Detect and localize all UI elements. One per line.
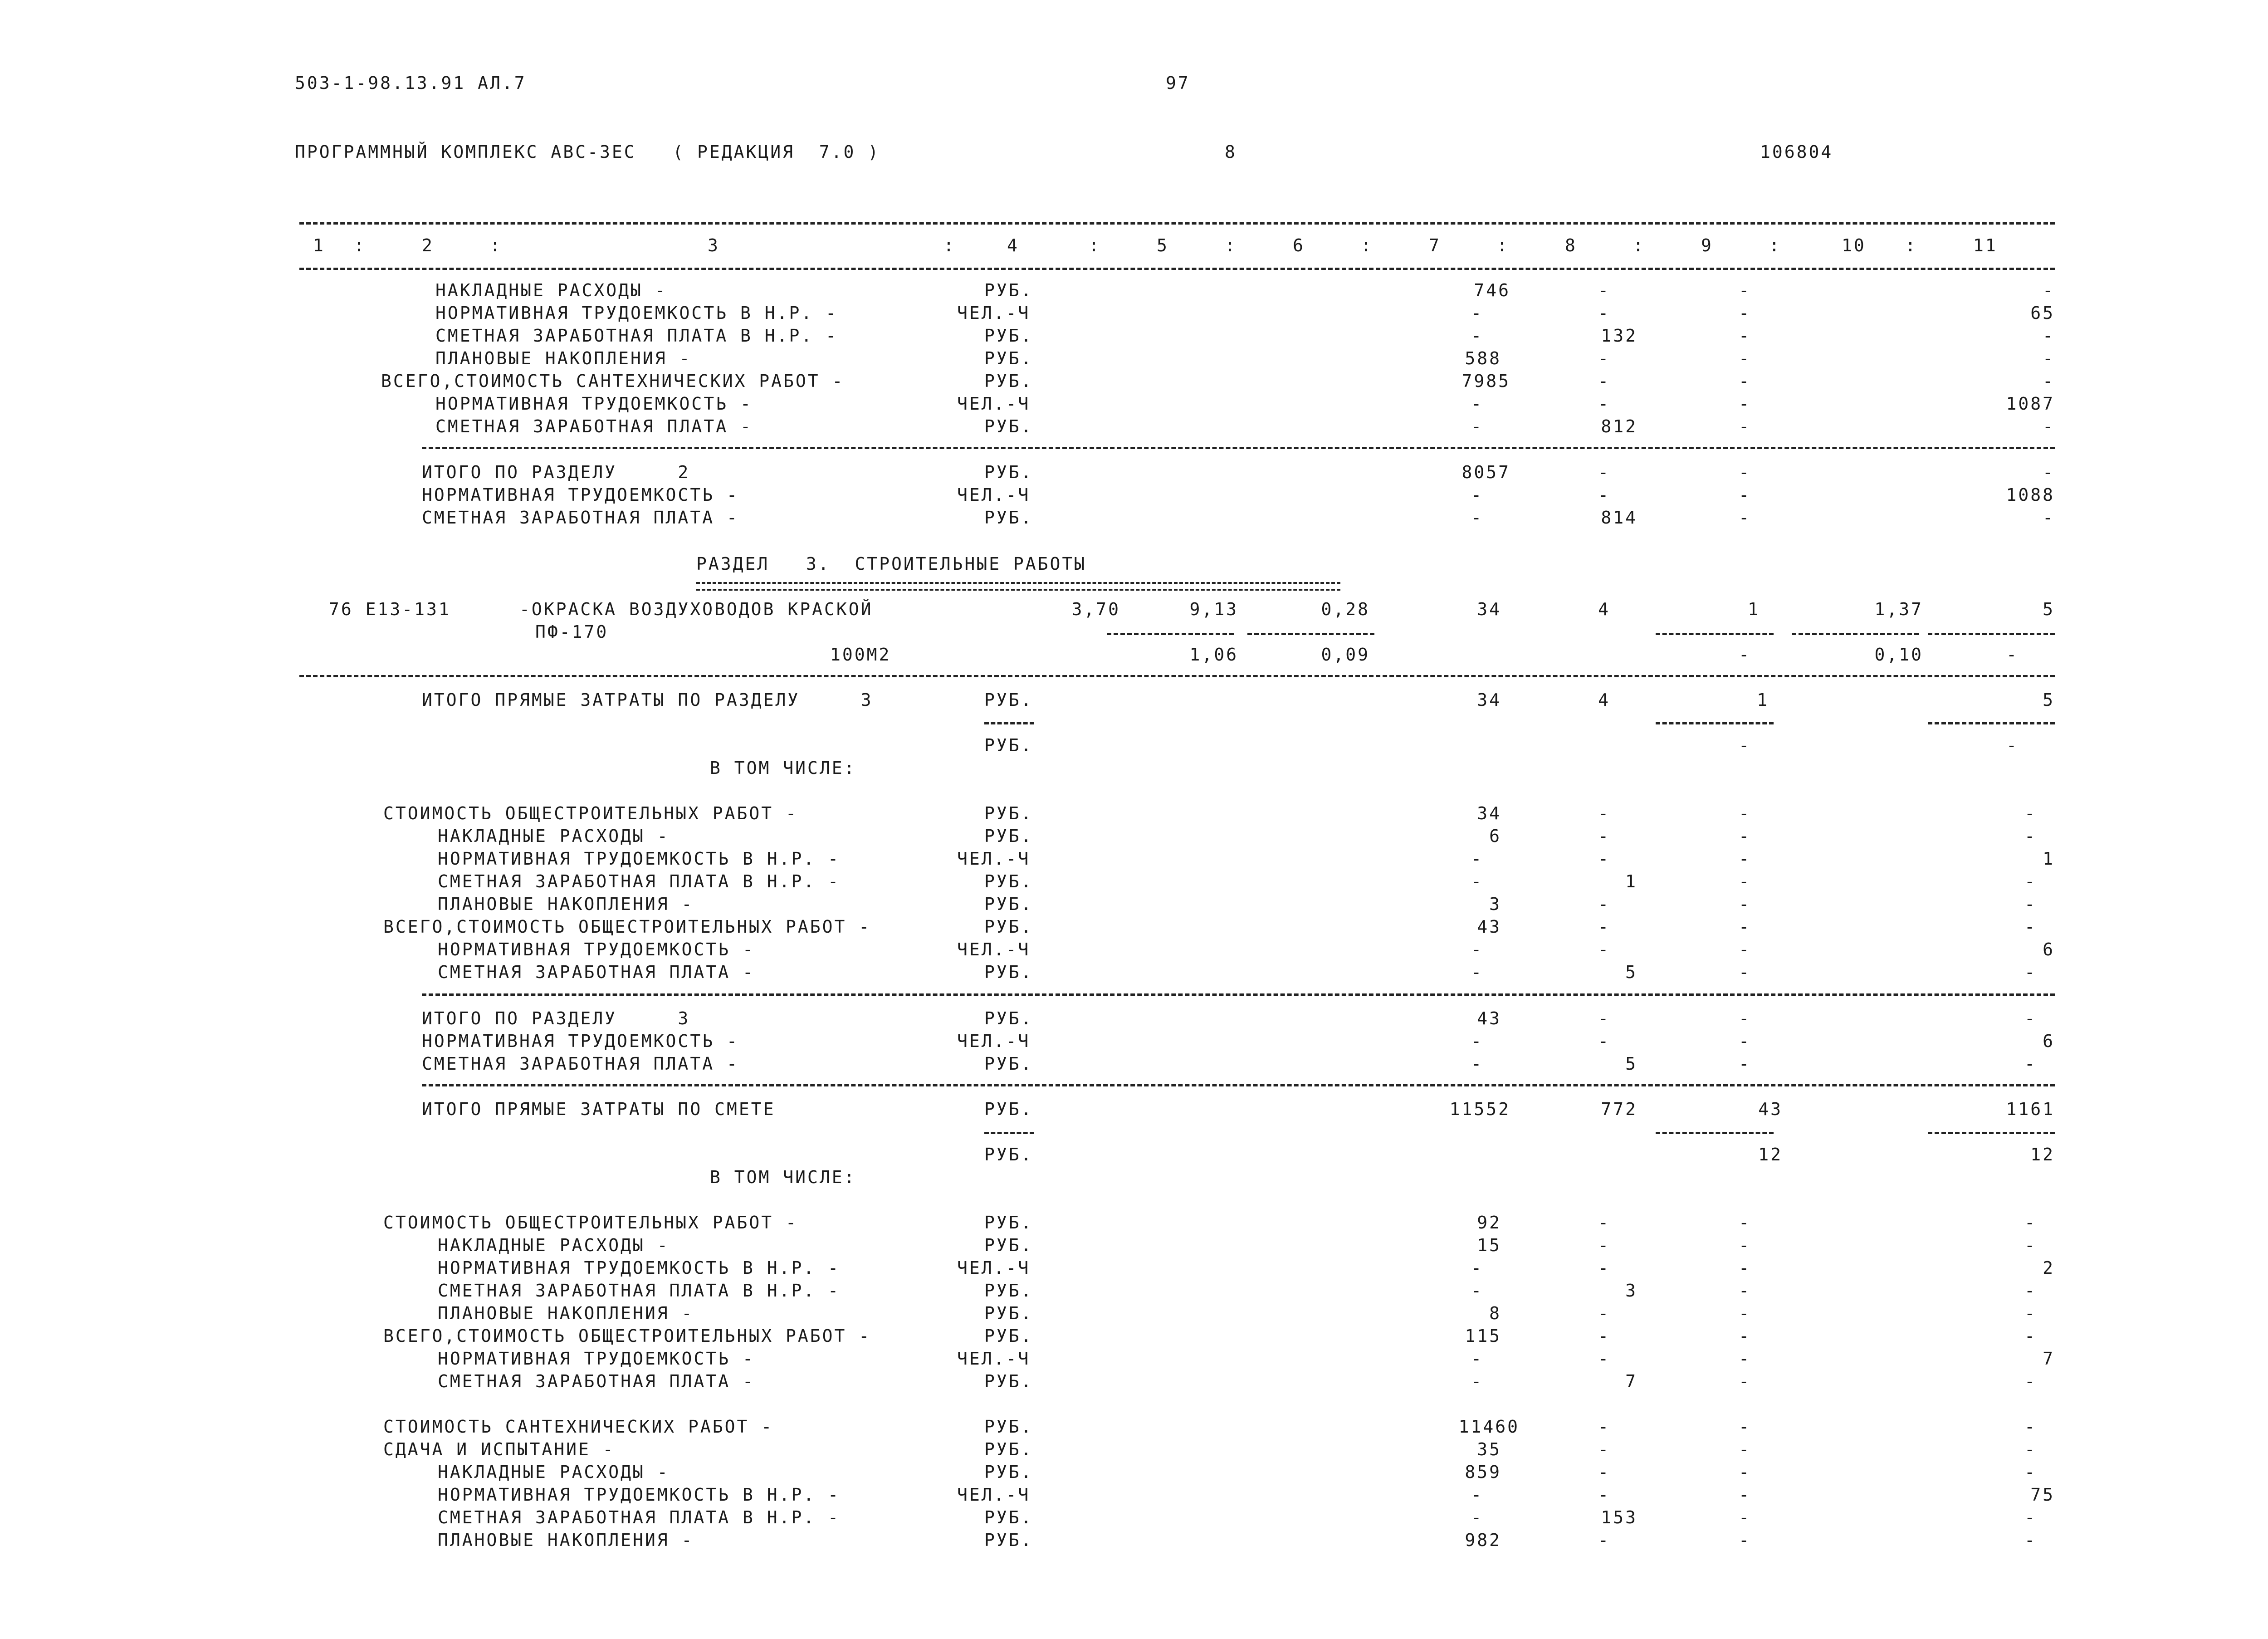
col-1: 1 — [313, 235, 325, 255]
col-11: 11 — [1973, 235, 1998, 255]
program-title: ПРОГРАММНЫЙ КОМПЛЕКС АВС-3ЕС ( РЕДАКЦИЯ 7.0 ) — [295, 142, 880, 162]
row-unit: РУБ. — [984, 280, 1033, 300]
included-heading: В ТОМ ЧИСЛЕ: — [710, 758, 856, 778]
rule-separator — [422, 447, 2055, 449]
document-page: 503-1-98.13.91 АЛ.7 97 ПРОГРАММНЫЙ КОМПЛЕКС АВС-3ЕС ( РЕДАКЦИЯ 7.0 ) 8 106804 1 : 2 : 3 : 4 : 5 : 6 : 7 : 8 : 9 : 10 : 11 НАКЛАДНЫЕ РАСХОДЫ - РУБ. 746 - - - НОРМАТИВНАЯ ТРУДОЕМКОСТЬ В Н.Р. - ЧЕЛ.-Ч - - - 65 СМЕТНАЯ ЗАРАБОТНАЯ ПЛАТА В Н.Р. - РУБ. - 132 - - ПЛАНОВЫЕ НАКОПЛЕНИЯ - РУБ. 588 - - - ВСЕГО,СТОИМОСТЬ САНТЕХНИЧЕСКИХ РАБОТ - РУБ. 7985 - - - НОРМАТИВНАЯ ТРУДОЕМКОСТЬ - ЧЕЛ.-Ч - - - 1087 СМЕТНАЯ ЗАРАБОТНАЯ ПЛАТА - РУБ. - 812 - - ИТОГО ПО РАЗДЕЛУ 2 РУБ. 8057 - - - НОРМАТИВНАЯ ТРУДОЕМКОСТЬ - ЧЕЛ.-Ч - - - 1088 СМЕТНАЯ ЗАРАБОТНАЯ ПЛАТА - РУБ. - 814 - - РАЗДЕЛ 3. СТРОИТЕЛЬНЫЕ РАБОТЫ 76 Е13-131 -ОКРАСКА ВОЗДУХОВОДОВ КРАСКОЙ ПФ-170 3,70 9,13 0,28 34 4 1 1,37 5 100М2 1,06 0,09 - 0,10 - ИТОГО ПРЯМЫЕ ЗАТРАТЫ ПО РАЗДЕЛУ 3 РУБ. 34 4 1 5 РУБ. - - В ТОМ ЧИСЛЕ: СТОИМОСТЬ ОБЩЕСТРОИТЕЛЬНЫХ РАБОТ - РУБ. 34 - - - НАКЛАДНЫЕ РАСХОДЫ - РУБ. 6 - - - НОРМАТИВНАЯ ТРУДОЕМКОСТЬ В Н.Р. - ЧЕЛ.-Ч - - - 1 СМЕТНАЯ ЗАРАБОТНАЯ ПЛАТА В Н.Р. - РУБ. - 1 - - ПЛАНОВЫЕ НАКОПЛЕНИЯ - РУБ. 3 - - - ВСЕГО,СТОИМОСТЬ ОБЩЕСТРОИТЕЛЬНЫХ РАБОТ - РУБ. 43 - - - НОРМАТИВНАЯ ТРУДОЕМКОСТЬ - ЧЕЛ.-Ч - - - 6 СМЕТНАЯ ЗАРАБОТНАЯ ПЛАТА - РУБ. - 5 - - ИТОГО ПО РАЗДЕЛУ 3 РУБ. 43 - - - НОРМАТИВНАЯ ТРУДОЕМКОСТЬ - ЧЕЛ.-Ч - - - 6 СМЕТНАЯ ЗАРАБОТНАЯ ПЛАТА - РУБ. - 5 - - ИТОГО ПРЯМЫЕ ЗАТРАТЫ ПО СМЕТЕ РУБ. 11552 772 43 1161 РУБ. 12 12 В ТОМ ЧИСЛЕ: СТОИМОСТЬ ОБЩЕСТРОИТЕЛЬНЫХ РАБОТ - РУБ. 92 - - - НАКЛАДНЫЕ РАСХОДЫ - РУБ. 15 - - - НОРМАТИВНАЯ ТРУДОЕМКОСТЬ В Н.Р. - ЧЕЛ.-Ч - - - 2 СМЕТНАЯ ЗАРАБОТНАЯ ПЛАТА В Н.Р. - РУБ. - 3 - - ПЛАНОВЫЕ НАКОПЛЕНИЯ - РУБ. 8 - - - ВСЕГО,СТОИМОСТЬ ОБЩЕСТРОИТЕЛЬНЫХ РАБОТ - РУБ. 115 - - - НОРМАТИВНАЯ ТРУДОЕМКОСТЬ - ЧЕЛ.-Ч - - - 7 СМЕТНАЯ ЗАРАБОТНАЯ ПЛАТА - РУБ. - 7 - - СТОИМОСТЬ САНТЕХНИЧЕСКИХ РАБОТ - РУБ. 11460 - - - СДАЧА И ИСПЫТАНИЕ - РУБ. 35 - - - НАКЛАДНЫЕ РАСХОДЫ - РУБ. 859 - - - НОРМАТИВНАЯ ТРУДОЕМКОСТЬ В Н.Р. - ЧЕЛ.-Ч - - - 75 СМЕТНАЯ ЗАРАБОТНАЯ ПЛАТА В Н.Р. - РУБ. - 153 - - ПЛАНОВЫЕ НАКОПЛЕНИЯ - РУБ. 982 - - - — [295, 73, 2055, 1550]
col-10: 10 — [1842, 235, 1866, 255]
item-name: -ОКРАСКА ВОЗДУХОВОДОВ КРАСКОЙ — [519, 599, 873, 619]
doc-code: 503-1-98.13.91 АЛ.7 — [295, 73, 527, 93]
col-5: 5 — [1157, 235, 1169, 255]
rule-top — [299, 222, 2055, 225]
document-code: 106804 — [1760, 142, 1833, 162]
col-4: 4 — [1007, 235, 1019, 255]
sheet-number: 8 — [1225, 142, 1237, 162]
section-title: РАЗДЕЛ 3. СТРОИТЕЛЬНЫЕ РАБОТЫ — [696, 554, 1087, 574]
item-name-2: ПФ-170 — [535, 622, 609, 642]
col-8: 8 — [1565, 235, 1577, 255]
section-title-underline — [696, 582, 1340, 591]
item-number: 76 Е13-131 — [329, 599, 451, 619]
rule-header-bottom — [299, 268, 2055, 270]
item-unit: 100М2 — [830, 645, 891, 665]
row-label: НАКЛАДНЫЕ РАСХОДЫ - — [435, 280, 667, 300]
included-heading-2: В ТОМ ЧИСЛЕ: — [710, 1167, 856, 1187]
page-number: 97 — [1166, 73, 1190, 93]
col-6: 6 — [1293, 235, 1305, 255]
col-2: 2 — [422, 235, 434, 255]
col-7: 7 — [1429, 235, 1441, 255]
item-qty: 3,70 — [1071, 599, 1120, 619]
col-3: 3 — [708, 235, 720, 255]
col-9: 9 — [1701, 235, 1713, 255]
